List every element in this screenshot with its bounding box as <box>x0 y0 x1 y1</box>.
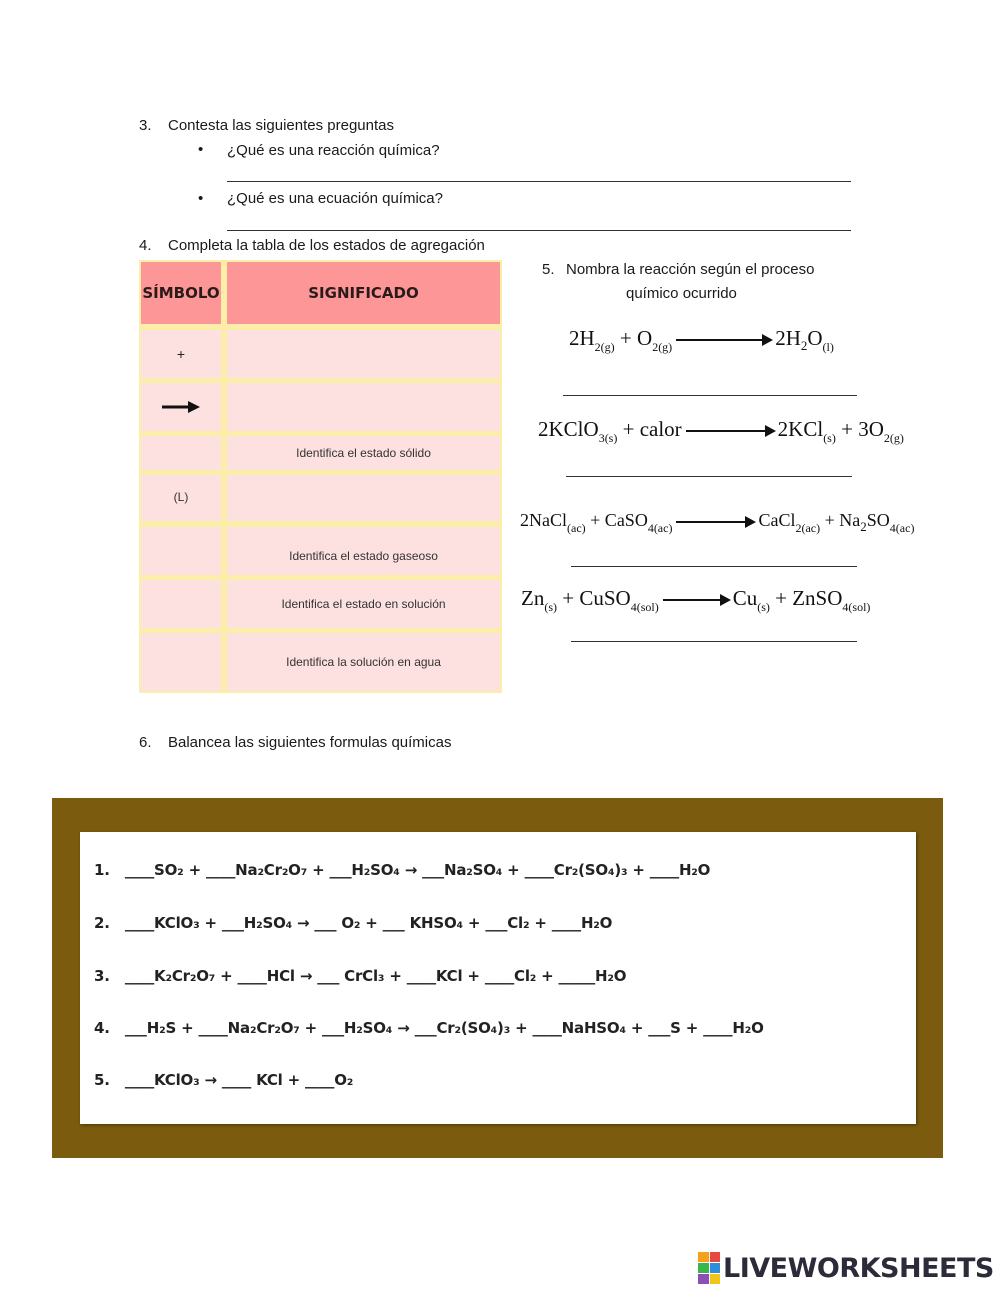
right-arrow-icon <box>160 399 202 415</box>
q5-title-line1: Nombra la reacción según el proceso <box>566 261 815 278</box>
q4-number: 4. <box>139 237 152 254</box>
answer-line-1[interactable] <box>227 181 851 182</box>
liveworksheets-logo <box>698 1252 994 1284</box>
meaning-cell[interactable] <box>227 475 500 521</box>
q3-number: 3. <box>139 117 152 134</box>
answer-line-2[interactable] <box>227 230 851 231</box>
balance-row-2[interactable]: 2. ____KClO₃ + ___H₂SO₄ → ___ O₂ + ___ KHSO₄ + ___Cl₂ + ____H₂O <box>94 914 613 932</box>
meaning-cell-solution: Identifica el estado en solución <box>227 580 500 628</box>
bullet-icon: • <box>198 190 204 207</box>
answer-line-eq2[interactable] <box>566 476 852 477</box>
equation-4: $Zn_{(s)}$ + CuSO$_{4(sol)}$ $Cu_{(s)}$ + ZnSO$_{4(sol)}$ <box>521 586 871 614</box>
reaction-arrow-icon <box>663 599 729 601</box>
q6-title: Balancea las siguientes formulas químicas <box>168 734 452 751</box>
logo-cube-icon <box>698 1252 720 1284</box>
balance-row-3[interactable]: 3. ____K₂Cr₂O₇ + ____HCl → ___ CrCl₃ + ____KCl + ____Cl₂ + _____H₂O <box>94 967 627 985</box>
answer-line-eq3[interactable] <box>571 566 857 567</box>
equation-3: 2NaCl$_{(ac)}$ + CaSO$_{4(ac)}$ CaCl$_{2(ac)}$ + $Na_2SO_{4(ac)}$ <box>520 510 915 535</box>
balance-row-4[interactable]: 4. ___H₂S + ____Na₂Cr₂O₇ + ___H₂SO₄ → ___Cr₂(SO₄)₃ + ____NaHSO₄ + ___S + ____H₂O <box>94 1019 764 1037</box>
q3-item-2: ¿Qué es una ecuación química? <box>227 190 443 207</box>
meaning-cell-aqueous: Identifica la solución en agua <box>227 633 500 691</box>
reaction-arrow-icon <box>686 430 774 432</box>
equation-1: $2H_{2(g)} + O_{2(g)}$ $2H_2O_{(l)}$ <box>569 326 834 354</box>
q5-number: 5. <box>542 261 555 278</box>
answer-line-eq4[interactable] <box>571 641 857 642</box>
reaction-arrow-icon <box>676 521 754 523</box>
symbol-cell-arrow <box>141 383 221 431</box>
symbol-cell-liquid: (L) <box>141 475 221 521</box>
symbol-cell[interactable] <box>141 527 221 575</box>
reaction-arrow-icon <box>676 339 771 341</box>
symbol-cell[interactable] <box>141 633 221 691</box>
symbol-cell[interactable] <box>141 436 221 470</box>
q4-title: Completa la tabla de los estados de agregación <box>168 237 485 254</box>
q3-item-1: ¿Qué es una reacción química? <box>227 142 440 159</box>
bullet-icon: • <box>198 141 204 158</box>
symbol-cell-plus: + <box>141 330 221 378</box>
answer-line-eq1[interactable] <box>563 395 857 396</box>
meaning-cell[interactable] <box>227 330 500 378</box>
header-significado: SIGNIFICADO <box>227 262 500 324</box>
balance-row-5[interactable]: 5. ____KClO₃ → ____ KCl + ____O₂ <box>94 1071 354 1089</box>
meaning-cell-gas: Identifica el estado gaseoso <box>227 527 500 575</box>
q5-title-line2: químico ocurrido <box>626 285 737 302</box>
q3-title: Contesta las siguientes preguntas <box>168 117 394 134</box>
symbol-cell[interactable] <box>141 580 221 628</box>
logo-text: LIVEWORKSHEETS <box>723 1252 994 1284</box>
meaning-cell-solid: Identifica el estado sólido <box>227 436 500 470</box>
q6-number: 6. <box>139 734 152 751</box>
meaning-cell[interactable] <box>227 383 500 431</box>
states-table <box>139 260 502 693</box>
equation-2: 2KClO$_{3(s)}$ + calor $2KCl_{(s)} + 3O_{2(g)}$ <box>538 417 904 445</box>
balance-row-1[interactable]: 1. ____SO₂ + ____Na₂Cr₂O₇ + ___H₂SO₄ → ___Na₂SO₄ + ____Cr₂(SO₄)₃ + ____H₂O <box>94 861 711 879</box>
header-simbolo: SÍMBOLO <box>141 262 221 324</box>
